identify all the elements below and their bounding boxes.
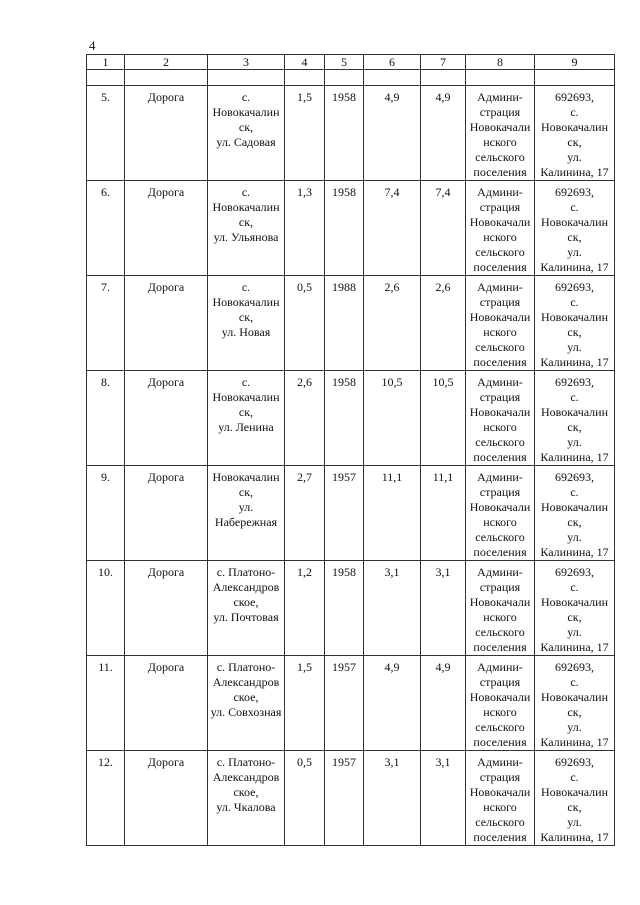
holder-cell-text: Админи- страция Новокачали нского сельского поселения <box>469 470 531 559</box>
year-cell-text: 1958 <box>332 185 356 199</box>
value-cell <box>364 656 421 751</box>
holder-cell <box>466 371 535 466</box>
column-header: 6 <box>364 55 421 70</box>
year-cell-text: 1958 <box>332 90 356 104</box>
address-cell <box>535 751 615 846</box>
location-cell <box>208 86 285 181</box>
object-name-cell-text: Дорога <box>147 280 185 294</box>
object-name-cell <box>125 656 208 751</box>
holder-cell-text: Админи- страция Новокачали нского сельского поселения <box>469 565 531 654</box>
table-row <box>87 181 615 276</box>
object-name-cell <box>125 371 208 466</box>
length-cell-text: 1,5 <box>297 660 312 674</box>
location-cell <box>208 371 285 466</box>
year-cell <box>325 181 364 276</box>
object-name-cell <box>125 466 208 561</box>
row-number-cell-text: 11. <box>98 660 113 674</box>
column-header: 5 <box>325 55 364 70</box>
holder-cell-text: Админи- страция Новокачали нского сельского поселения <box>469 660 531 749</box>
row-number-cell-text: 12. <box>98 755 113 769</box>
address-cell-text: 692693, с. Новокачалин ск, ул. Калинина, 17 <box>540 375 609 464</box>
object-name-cell-text: Дорога <box>147 90 185 104</box>
location-cell-text: с. Платоно- Александров ское, ул. Совхозная <box>210 660 282 719</box>
address-cell-text: 692693, с. Новокачалин ск, ул. Калинина, 17 <box>540 280 609 369</box>
address-cell-text: 692693, с. Новокачалин ск, ул. Калинина, 17 <box>540 565 609 654</box>
table-row <box>87 751 615 846</box>
location-cell-text: с. Платоно- Александров ское, ул. Почтовая <box>212 565 280 624</box>
value-cell <box>421 656 466 751</box>
row-number-cell <box>87 276 125 371</box>
table-row <box>87 86 615 181</box>
length-cell <box>285 656 325 751</box>
value-cell-text: 4,9 <box>435 660 451 674</box>
location-cell-text: с. Новокачалин ск, ул. Ленина <box>212 375 280 434</box>
length-cell-text: 0,5 <box>297 755 312 769</box>
holder-cell <box>466 751 535 846</box>
row-number-cell-text: 7. <box>101 280 110 294</box>
year-cell <box>325 561 364 656</box>
value-cell-text: 4,9 <box>435 90 451 104</box>
value-cell <box>421 86 466 181</box>
row-number-cell <box>87 181 125 276</box>
location-cell <box>208 656 285 751</box>
length-cell-text: 2,7 <box>297 470 312 484</box>
value-cell <box>364 751 421 846</box>
object-name-cell <box>125 561 208 656</box>
table-row <box>87 561 615 656</box>
holder-cell-text: Админи- страция Новокачали нского сельского поселения <box>469 280 531 369</box>
holder-cell-text: Админи- страция Новокачали нского сельского поселения <box>469 185 531 274</box>
location-cell-text: с. Платоно- Александров ское, ул. Чкалова <box>212 755 280 814</box>
object-name-cell-text: Дорога <box>147 660 185 674</box>
object-name-cell <box>125 86 208 181</box>
value-cell-text: 4,9 <box>384 90 400 104</box>
address-cell-text: 692693, с. Новокачалин ск, ул. Калинина, 17 <box>540 660 609 749</box>
year-cell <box>325 86 364 181</box>
value-cell <box>364 561 421 656</box>
value-cell-text: 3,1 <box>435 565 451 579</box>
column-header: 9 <box>535 55 615 70</box>
address-cell <box>535 181 615 276</box>
empty-cell <box>285 70 325 86</box>
empty-cell <box>535 70 615 86</box>
value-cell <box>364 371 421 466</box>
empty-cell <box>466 70 535 86</box>
value-cell-text: 11,1 <box>432 470 454 484</box>
empty-cell <box>208 70 285 86</box>
length-cell-text: 1,5 <box>297 90 312 104</box>
value-cell <box>421 371 466 466</box>
empty-cell <box>325 70 364 86</box>
holder-cell <box>466 181 535 276</box>
value-cell <box>364 86 421 181</box>
empty-cell <box>364 70 421 86</box>
holder-cell <box>466 466 535 561</box>
value-cell-text: 7,4 <box>384 185 400 199</box>
table-row <box>87 371 615 466</box>
row-number-cell-text: 6. <box>101 185 110 199</box>
location-cell-text: с. Новокачалин ск, ул. Новая <box>212 280 280 339</box>
address-cell-text: 692693, с. Новокачалин ск, ул. Калинина, 17 <box>540 90 609 179</box>
empty-cell <box>125 70 208 86</box>
year-cell-text: 1957 <box>332 470 356 484</box>
year-cell <box>325 751 364 846</box>
length-cell <box>285 561 325 656</box>
column-header: 7 <box>421 55 466 70</box>
table-row <box>87 656 615 751</box>
table-row <box>87 466 615 561</box>
location-cell <box>208 561 285 656</box>
row-number-cell <box>87 656 125 751</box>
address-cell <box>535 86 615 181</box>
object-name-cell-text: Дорога <box>147 755 185 769</box>
object-name-cell-text: Дорога <box>147 375 185 389</box>
location-cell-text: с. Новокачалин ск, ул. Садовая <box>212 90 280 149</box>
address-cell <box>535 466 615 561</box>
object-name-cell-text: Дорога <box>147 185 185 199</box>
empty-cell <box>421 70 466 86</box>
value-cell-text: 3,1 <box>384 755 400 769</box>
location-cell <box>208 466 285 561</box>
value-cell-text: 10,5 <box>381 375 403 389</box>
table-row <box>87 276 615 371</box>
location-cell <box>208 751 285 846</box>
length-cell <box>285 181 325 276</box>
length-cell-text: 1,3 <box>297 185 312 199</box>
header-row <box>87 55 615 70</box>
length-cell-text: 2,6 <box>297 375 312 389</box>
object-name-cell <box>125 751 208 846</box>
column-header: 4 <box>285 55 325 70</box>
address-cell <box>535 371 615 466</box>
length-cell <box>285 751 325 846</box>
row-number-cell <box>87 86 125 181</box>
address-cell-text: 692693, с. Новокачалин ск, ул. Калинина, 17 <box>540 185 609 274</box>
object-name-cell <box>125 276 208 371</box>
value-cell <box>364 276 421 371</box>
value-cell <box>421 561 466 656</box>
row-number-cell-text: 8. <box>101 375 110 389</box>
row-number-cell <box>87 751 125 846</box>
column-header: 3 <box>208 55 285 70</box>
location-cell <box>208 181 285 276</box>
column-header: 8 <box>466 55 535 70</box>
value-cell-text: 2,6 <box>435 280 451 294</box>
length-cell <box>285 466 325 561</box>
value-cell <box>421 466 466 561</box>
location-cell-text: с. Новокачалин ск, ул. Ульянова <box>212 185 280 244</box>
row-number-cell-text: 10. <box>98 565 113 579</box>
value-cell-text: 3,1 <box>384 565 400 579</box>
value-cell-text: 7,4 <box>435 185 451 199</box>
address-cell <box>535 276 615 371</box>
address-cell-text: 692693, с. Новокачалин ск, ул. Калинина, 17 <box>540 755 609 844</box>
object-name-cell-text: Дорога <box>147 565 185 579</box>
length-cell <box>285 86 325 181</box>
year-cell-text: 1957 <box>332 660 356 674</box>
year-cell <box>325 371 364 466</box>
length-cell <box>285 276 325 371</box>
value-cell <box>421 181 466 276</box>
column-header: 1 <box>87 55 125 70</box>
value-cell-text: 10,5 <box>432 375 454 389</box>
row-number-cell-text: 5. <box>101 90 110 104</box>
row-number-cell <box>87 561 125 656</box>
year-cell <box>325 276 364 371</box>
holder-cell-text: Админи- страция Новокачали нского сельского поселения <box>469 755 531 844</box>
holder-cell-text: Админи- страция Новокачали нского сельского поселения <box>469 375 531 464</box>
empty-row <box>87 70 615 86</box>
row-number-cell-text: 9. <box>101 470 110 484</box>
row-number-cell <box>87 371 125 466</box>
value-cell-text: 4,9 <box>384 660 400 674</box>
length-cell-text: 1,2 <box>297 565 312 579</box>
value-cell <box>364 466 421 561</box>
year-cell-text: 1958 <box>332 375 356 389</box>
year-cell-text: 1988 <box>332 280 356 294</box>
holder-cell <box>466 276 535 371</box>
location-cell-text: Новокачалин ск, ул. Набережная <box>212 470 280 529</box>
value-cell-text: 11,1 <box>381 470 403 484</box>
object-name-cell <box>125 181 208 276</box>
holder-cell <box>466 86 535 181</box>
year-cell <box>325 466 364 561</box>
holder-cell <box>466 561 535 656</box>
road-registry-table <box>86 54 615 846</box>
object-name-cell-text: Дорога <box>147 470 185 484</box>
year-cell <box>325 656 364 751</box>
value-cell-text: 3,1 <box>435 755 451 769</box>
value-cell <box>421 751 466 846</box>
value-cell <box>364 181 421 276</box>
year-cell-text: 1957 <box>332 755 356 769</box>
location-cell <box>208 276 285 371</box>
holder-cell <box>466 656 535 751</box>
empty-cell <box>87 70 125 86</box>
address-cell <box>535 656 615 751</box>
page-number: 4 <box>89 38 96 53</box>
holder-cell-text: Админи- страция Новокачали нского сельского поселения <box>469 90 531 179</box>
length-cell-text: 0,5 <box>297 280 312 294</box>
value-cell-text: 2,6 <box>384 280 400 294</box>
row-number-cell <box>87 466 125 561</box>
address-cell-text: 692693, с. Новокачалин ск, ул. Калинина, 17 <box>540 470 609 559</box>
address-cell <box>535 561 615 656</box>
year-cell-text: 1958 <box>332 565 356 579</box>
length-cell <box>285 371 325 466</box>
value-cell <box>421 276 466 371</box>
column-header: 2 <box>125 55 208 70</box>
